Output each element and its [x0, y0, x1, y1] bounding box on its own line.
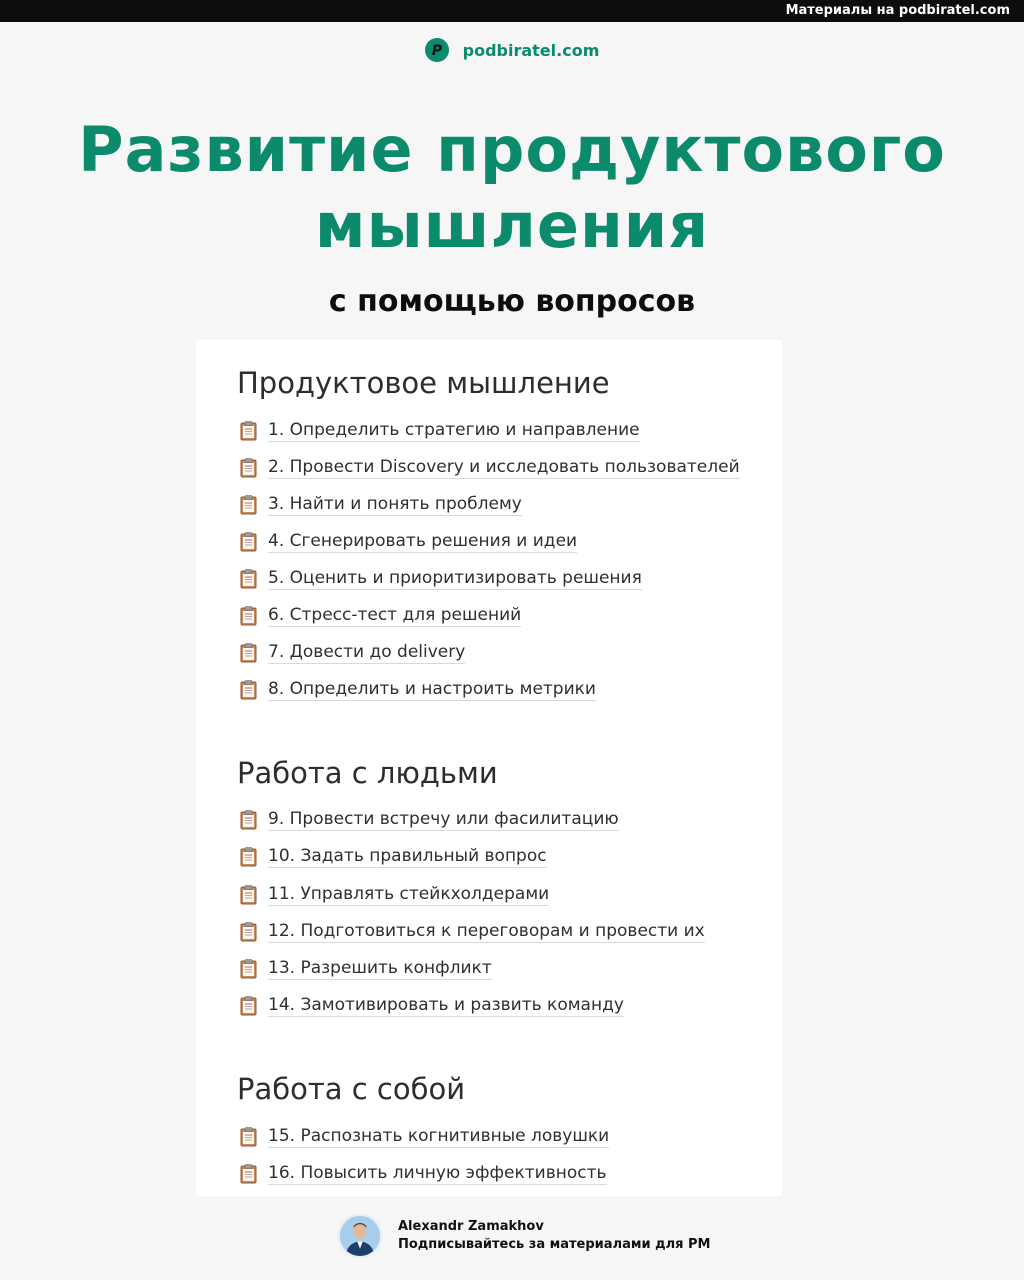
section-title: Работа с людьми	[237, 756, 498, 790]
author-info	[398, 1218, 710, 1254]
title-line-1: Развитие продуктового	[78, 113, 946, 186]
list-item[interactable]	[240, 992, 624, 1020]
list-item-label[interactable]: 5. Оценить и приоритизировать решения	[268, 568, 642, 588]
page-subtitle: с помощью вопросов	[328, 284, 696, 319]
list-item[interactable]	[240, 676, 596, 704]
list-item-label[interactable]: 13. Разрешить конфликт	[268, 958, 492, 978]
list-item-label[interactable]: 9. Провести встречу или фасилитацию	[268, 809, 619, 829]
brand[interactable]	[0, 38, 1024, 62]
list-item[interactable]	[240, 602, 521, 630]
list-item-label[interactable]: 15. Распознать когнитивные ловушки	[268, 1126, 610, 1146]
top-banner: Материалы на podbiratel.com	[0, 0, 1024, 22]
clipboard-icon	[240, 922, 257, 942]
clipboard-icon	[240, 1164, 257, 1184]
list-item[interactable]	[240, 417, 640, 445]
list-item-label[interactable]: 1. Определить стратегию и направление	[268, 420, 640, 440]
clipboard-icon	[240, 458, 257, 478]
section-title: Продуктовое мышление	[237, 366, 610, 400]
clipboard-icon	[240, 643, 257, 663]
title-line-2: мышления	[314, 189, 710, 262]
list-item[interactable]	[240, 1160, 607, 1188]
page-title	[0, 112, 1024, 264]
list-item[interactable]	[240, 881, 549, 909]
list-item[interactable]	[240, 528, 577, 556]
clipboard-icon	[240, 495, 257, 515]
clipboard-icon	[240, 810, 257, 830]
avatar	[338, 1214, 382, 1258]
list-item-label[interactable]: 16. Повысить личную эффективность	[268, 1163, 607, 1183]
clipboard-icon	[240, 847, 257, 867]
author-caption: Подписывайтесь за материалами для PM	[398, 1237, 711, 1252]
list-item[interactable]	[240, 491, 522, 519]
author-footer	[338, 1214, 710, 1258]
contents-card	[196, 340, 782, 1196]
list-item[interactable]	[240, 454, 740, 482]
list-item-label[interactable]: 4. Сгенерировать решения и идеи	[268, 531, 578, 551]
list-item-label[interactable]: 7. Довести до delivery	[268, 642, 466, 662]
section-title: Работа с собой	[237, 1072, 466, 1106]
list-item[interactable]	[240, 639, 465, 667]
brand-logo-icon	[425, 38, 449, 62]
list-item-label[interactable]: 10. Задать правильный вопрос	[268, 846, 547, 866]
author-name: Alexandr Zamakhov	[398, 1219, 544, 1234]
list-item-label[interactable]: 12. Подготовиться к переговорам и провести их	[268, 921, 705, 941]
clipboard-icon	[240, 421, 257, 441]
brand-name[interactable]: podbiratel.com	[462, 40, 600, 60]
list-item[interactable]	[240, 1123, 609, 1151]
brand-logo-letter: P	[431, 43, 442, 59]
list-item-label[interactable]: 14. Замотивировать и развить команду	[268, 995, 624, 1015]
list-item[interactable]	[240, 918, 705, 946]
list-item-label[interactable]: 2. Провести Discovery и исследовать пользователей	[268, 457, 740, 477]
clipboard-icon	[240, 680, 257, 700]
list-item[interactable]	[240, 955, 492, 983]
clipboard-icon	[240, 996, 257, 1016]
clipboard-icon	[240, 885, 257, 905]
list-item-label[interactable]: 3. Найти и понять проблему	[268, 494, 522, 514]
list-item-label[interactable]: 6. Стресс-тест для решений	[268, 605, 522, 625]
clipboard-icon	[240, 1127, 257, 1147]
list-item[interactable]	[240, 843, 547, 871]
list-item-label[interactable]: 8. Определить и настроить метрики	[268, 679, 596, 699]
clipboard-icon	[240, 532, 257, 552]
list-item[interactable]	[240, 565, 642, 593]
list-item[interactable]	[240, 806, 619, 834]
clipboard-icon	[240, 959, 257, 979]
clipboard-icon	[240, 569, 257, 589]
list-item-label[interactable]: 11. Управлять стейкхолдерами	[268, 884, 550, 904]
clipboard-icon	[240, 606, 257, 626]
